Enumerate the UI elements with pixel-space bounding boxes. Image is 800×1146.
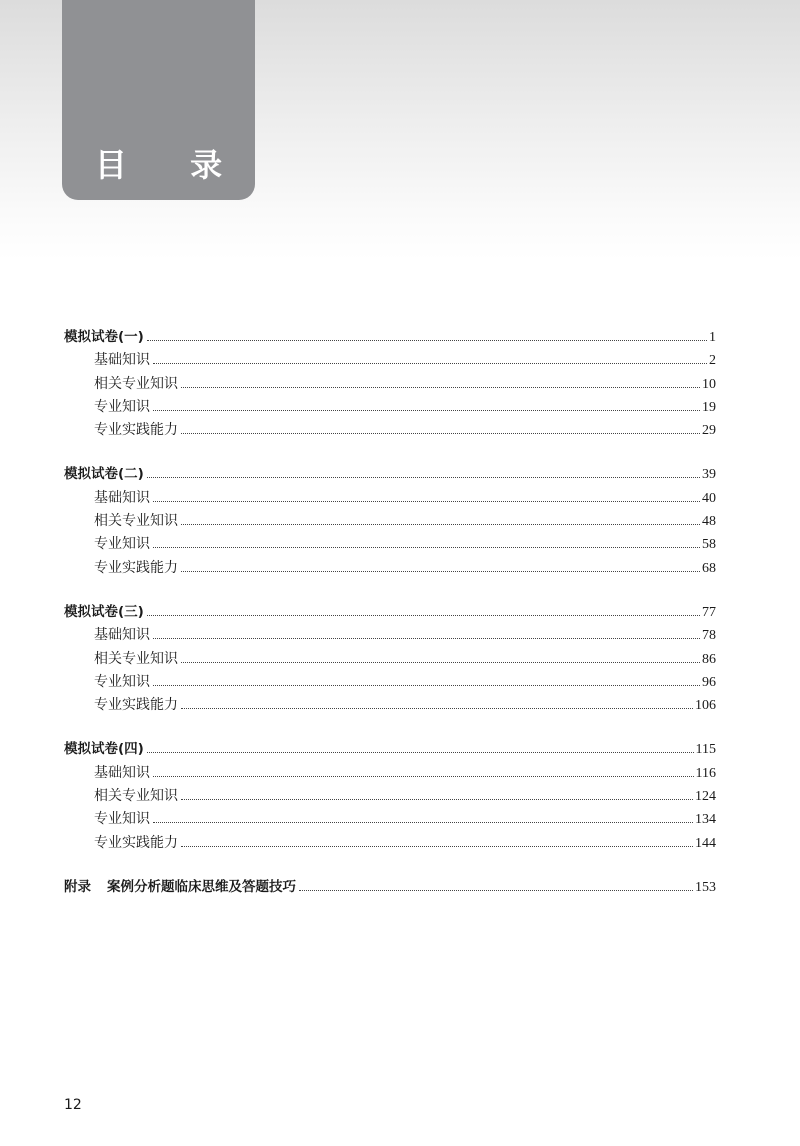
toc-entry-sub[interactable]: [64, 832, 716, 855]
dot-leader: [181, 661, 700, 663]
toc-entry-main[interactable]: [64, 601, 716, 624]
toc-entry-label: 专业知识: [94, 673, 150, 690]
toc-entry-page: 144: [695, 835, 716, 851]
toc-entry-label: 相关专业知识: [94, 375, 178, 392]
toc-entry-sub[interactable]: [64, 557, 716, 580]
toc-entry-page: 115: [695, 742, 716, 758]
toc-entry-label: 专业知识: [94, 536, 150, 553]
toc-entry-page: 153: [695, 879, 716, 895]
toc-entry-label: 专业实践能力: [94, 697, 178, 714]
toc-entry-main[interactable]: [64, 463, 716, 486]
dot-leader: [153, 546, 700, 548]
toc-entry-sub[interactable]: [64, 785, 716, 808]
dot-leader: [153, 500, 700, 502]
toc-entry-label: 相关专业知识: [94, 513, 178, 530]
toc-entry-label: 相关专业知识: [94, 788, 178, 805]
dot-leader: [147, 751, 694, 753]
dot-leader: [181, 798, 693, 800]
dot-leader: [153, 684, 700, 686]
toc-entry-sub[interactable]: [64, 808, 716, 831]
toc-entry-label: 基础知识: [94, 352, 150, 369]
toc-entry-page: 68: [702, 560, 716, 576]
dot-leader: [147, 339, 707, 341]
dot-leader: [181, 570, 700, 572]
toc-entry-page: 116: [695, 765, 716, 781]
dot-leader: [153, 409, 700, 411]
toc-entry-page: 58: [702, 537, 716, 553]
toc-entry-page: 124: [695, 789, 716, 805]
dot-leader: [181, 386, 700, 388]
toc-entry-label: 模拟试卷(四): [64, 741, 144, 758]
toc-entry-sub[interactable]: [64, 671, 716, 694]
toc-entry-page: 29: [702, 423, 716, 439]
toc-entry-page: 10: [702, 376, 716, 392]
toc-entry-page: 19: [702, 399, 716, 415]
dot-leader: [181, 432, 700, 434]
dot-leader: [147, 614, 700, 616]
toc-entry-label: 基础知识: [94, 489, 150, 506]
toc-entry-sub[interactable]: [64, 533, 716, 556]
toc-entry-main[interactable]: [64, 326, 716, 349]
table-of-contents: [64, 326, 716, 920]
toc-entry-label: 专业知识: [94, 398, 150, 415]
toc-entry-sub[interactable]: [64, 624, 716, 647]
dot-leader: [181, 707, 693, 709]
toc-entry-page: 106: [695, 698, 716, 714]
toc-entry-sub[interactable]: [64, 349, 716, 372]
toc-entry-sub[interactable]: [64, 419, 716, 442]
toc-entry-label: 专业实践能力: [94, 422, 178, 439]
toc-entry-page: 86: [702, 651, 716, 667]
toc-section: [64, 601, 716, 717]
toc-entry-page: 40: [702, 490, 716, 506]
toc-entry-appendix[interactable]: [64, 876, 716, 899]
toc-entry-page: 39: [702, 467, 716, 483]
toc-entry-label: 基础知识: [94, 764, 150, 781]
dot-leader: [153, 821, 693, 823]
toc-entry-sub[interactable]: [64, 373, 716, 396]
toc-entry-page: 96: [702, 674, 716, 690]
toc-entry-label: 专业实践能力: [94, 559, 178, 576]
dot-leader: [181, 845, 693, 847]
toc-entry-label: 模拟试卷(二): [64, 466, 144, 483]
toc-entry-sub[interactable]: [64, 694, 716, 717]
title-tab: [62, 0, 255, 200]
toc-entry-page: 2: [709, 353, 716, 369]
toc-entry-sub[interactable]: [64, 487, 716, 510]
toc-entry-sub[interactable]: [64, 648, 716, 671]
toc-entry-label: [64, 876, 296, 899]
toc-section: [64, 463, 716, 579]
appendix-prefix: 附录: [64, 878, 91, 895]
toc-entry-sub[interactable]: [64, 762, 716, 785]
toc-entry-main[interactable]: [64, 738, 716, 761]
dot-leader: [153, 775, 694, 777]
appendix-title: 案例分析题临床思维及答题技巧: [107, 878, 296, 895]
toc-appendix: [64, 876, 716, 899]
toc-entry-page: 48: [702, 514, 716, 530]
toc-entry-label: 模拟试卷(一): [64, 329, 144, 345]
toc-entry-label: 相关专业知识: [94, 650, 178, 667]
toc-entry-page: 134: [695, 812, 716, 828]
page-title: 目 录: [94, 146, 249, 184]
toc-entry-label: 基础知识: [94, 627, 150, 644]
toc-section: [64, 738, 716, 854]
dot-leader: [147, 476, 700, 478]
dot-leader: [153, 362, 707, 364]
toc-entry-label: 专业知识: [94, 811, 150, 828]
toc-entry-page: 1: [709, 330, 716, 345]
toc-entry-sub[interactable]: [64, 396, 716, 419]
dot-leader: [299, 889, 693, 891]
page-number: 12: [64, 1097, 82, 1113]
toc-section: [64, 326, 716, 442]
dot-leader: [153, 637, 700, 639]
dot-leader: [181, 523, 700, 525]
toc-entry-page: 77: [702, 604, 716, 620]
toc-entry-label: 专业实践能力: [94, 834, 178, 851]
toc-entry-label: 模拟试卷(三): [64, 603, 144, 620]
toc-entry-page: 78: [702, 628, 716, 644]
toc-entry-sub[interactable]: [64, 510, 716, 533]
